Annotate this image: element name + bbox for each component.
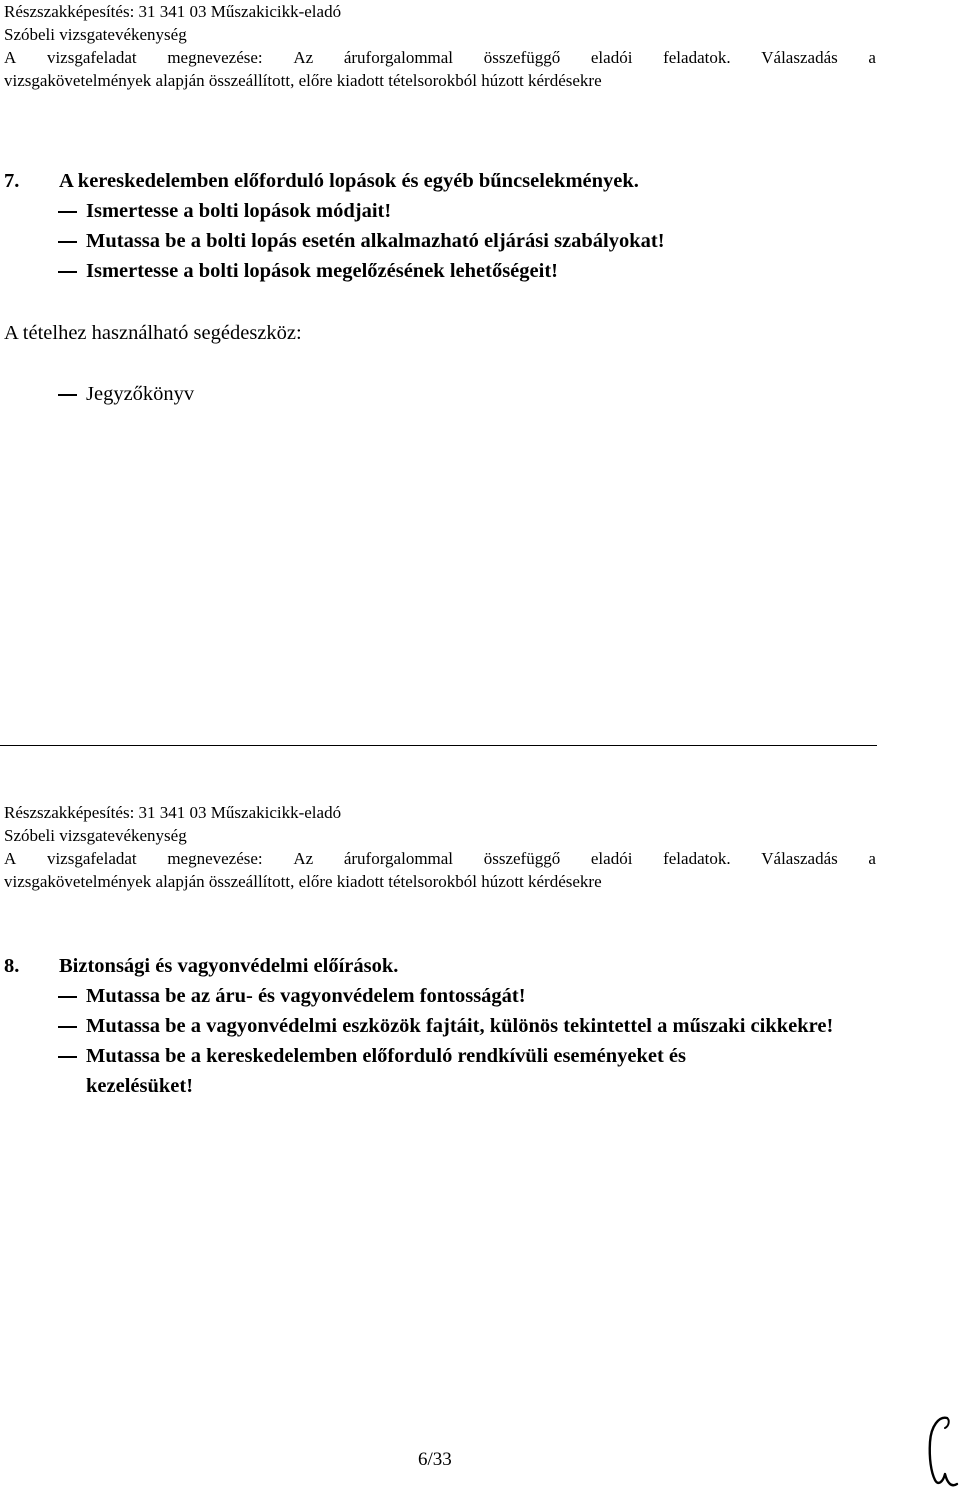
header-task-name: A vizsgafeladat megnevezése: Az áruforgalommal összefüggő eladói feladatok. Válaszadás a	[4, 48, 876, 67]
list-item: Ismertesse a bolti lopások megelőzésének lehetőségeit!	[4, 256, 876, 286]
header-task-description: vizsgakövetelmények alapján összeállított, előre kiadott tételsorokból húzott kérdésekre	[4, 71, 602, 90]
question-title-text: Biztonsági és vagyonvédelmi előírások.	[59, 955, 399, 977]
list-item: Ismertesse a bolti lopások módjait!	[4, 196, 876, 226]
dash-bullet	[4, 379, 86, 409]
header-task-description: vizsgakövetelmények alapján összeállított, előre kiadott tételsorokból húzott kérdésekre	[4, 872, 602, 891]
list-item: Mutassa be a vagyonvédelmi eszközök fajtáit, különös tekintettel a műszaki cikkekre!	[4, 1011, 876, 1041]
page-header	[4, 801, 876, 893]
dash-bullet	[4, 1041, 86, 1101]
dash-bullet	[4, 1011, 86, 1041]
page-separator	[0, 745, 877, 746]
dash-bullet	[4, 196, 86, 226]
dash-bullet	[4, 981, 86, 1011]
dash-bullet	[4, 226, 86, 256]
tools-item: Jegyzőkönyv	[4, 379, 194, 409]
header-qualification: Részszakképesítés: 31 341 03 Műszakicikk-eladó	[4, 803, 342, 822]
question-number: 8.	[4, 955, 20, 977]
header-activity: Szóbeli vizsgatevékenység	[4, 25, 187, 44]
question-title-text: A kereskedelemben előforduló lopások és egyéb bűncselekmények.	[59, 170, 639, 192]
list-item: Mutassa be az áru- és vagyonvédelem fontosságát!	[4, 981, 876, 1011]
header-activity: Szóbeli vizsgatevékenység	[4, 826, 187, 845]
question-number: 7.	[4, 170, 20, 192]
dash-bullet	[4, 256, 86, 286]
question-title	[4, 166, 876, 196]
question-title	[4, 951, 876, 981]
tools-heading: A tételhez használható segédeszköz:	[4, 322, 302, 344]
list-item: Mutassa be a kereskedelemben előforduló rendkívüli eseményeket és kezelésüket!	[4, 1041, 876, 1101]
list-item: Mutassa be a bolti lopás esetén alkalmazható eljárási szabályokat!	[4, 226, 876, 256]
question-8	[4, 951, 876, 1101]
header-task-name: A vizsgafeladat megnevezése: Az áruforgalommal összefüggő eladói feladatok. Válaszadás a	[4, 849, 876, 868]
page-header	[4, 0, 876, 92]
signature-icon	[917, 1412, 960, 1492]
page-number: 6/33	[418, 1449, 452, 1470]
question-7	[4, 166, 876, 286]
header-qualification: Részszakképesítés: 31 341 03 Műszakicikk-eladó	[4, 2, 342, 21]
